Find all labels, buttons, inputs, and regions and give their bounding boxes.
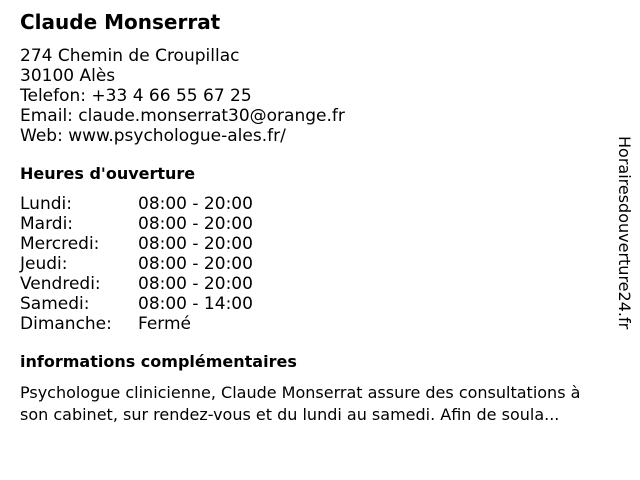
hours-row-tuesday (20, 214, 620, 234)
day-label: Lundi: (20, 194, 72, 214)
site-watermark: Horairesdouverture24.fr (615, 136, 634, 330)
hours-row-wednesday (20, 234, 620, 254)
day-label: Mercredi: (20, 234, 100, 254)
business-name: Claude Monserrat (20, 10, 221, 34)
hours-row-sunday (20, 314, 620, 334)
time-range: 08:00 - 20:00 (138, 234, 253, 254)
business-card (20, 8, 620, 426)
time-range: 08:00 - 20:00 (138, 194, 253, 214)
hours-row-saturday (20, 294, 620, 314)
info-heading: informations complémentaires (20, 352, 297, 371)
address-block (20, 46, 620, 146)
day-label: Samedi: (20, 294, 90, 314)
phone-line: Telefon: +33 4 66 55 67 25 (20, 86, 252, 106)
info-line: son cabinet, sur rendez-vous et du lundi au samedi. Afin de soula... (20, 405, 560, 424)
info-line: Psychologue clinicienne, Claude Monserrat assure des consultations à (20, 383, 581, 402)
postal-city: 30100 Alès (20, 66, 116, 86)
hours-heading: Heures d'ouverture (20, 164, 196, 183)
time-range: 08:00 - 14:00 (138, 294, 253, 314)
time-range: 08:00 - 20:00 (138, 254, 253, 274)
day-label: Dimanche: (20, 314, 112, 334)
hours-table (20, 194, 620, 334)
day-label: Jeudi: (20, 254, 68, 274)
time-range: 08:00 - 20:00 (138, 274, 253, 294)
hours-row-thursday (20, 254, 620, 274)
info-description (20, 382, 630, 426)
time-range: Fermé (138, 314, 192, 334)
day-label: Mardi: (20, 214, 74, 234)
email-line: Email: claude.monserrat30@orange.fr (20, 106, 345, 126)
web-line: Web: www.psychologue-ales.fr/ (20, 126, 286, 146)
hours-row-friday (20, 274, 620, 294)
time-range: 08:00 - 20:00 (138, 214, 253, 234)
hours-row-monday (20, 194, 620, 214)
street-address: 274 Chemin de Croupillac (20, 46, 240, 66)
day-label: Vendredi: (20, 274, 101, 294)
